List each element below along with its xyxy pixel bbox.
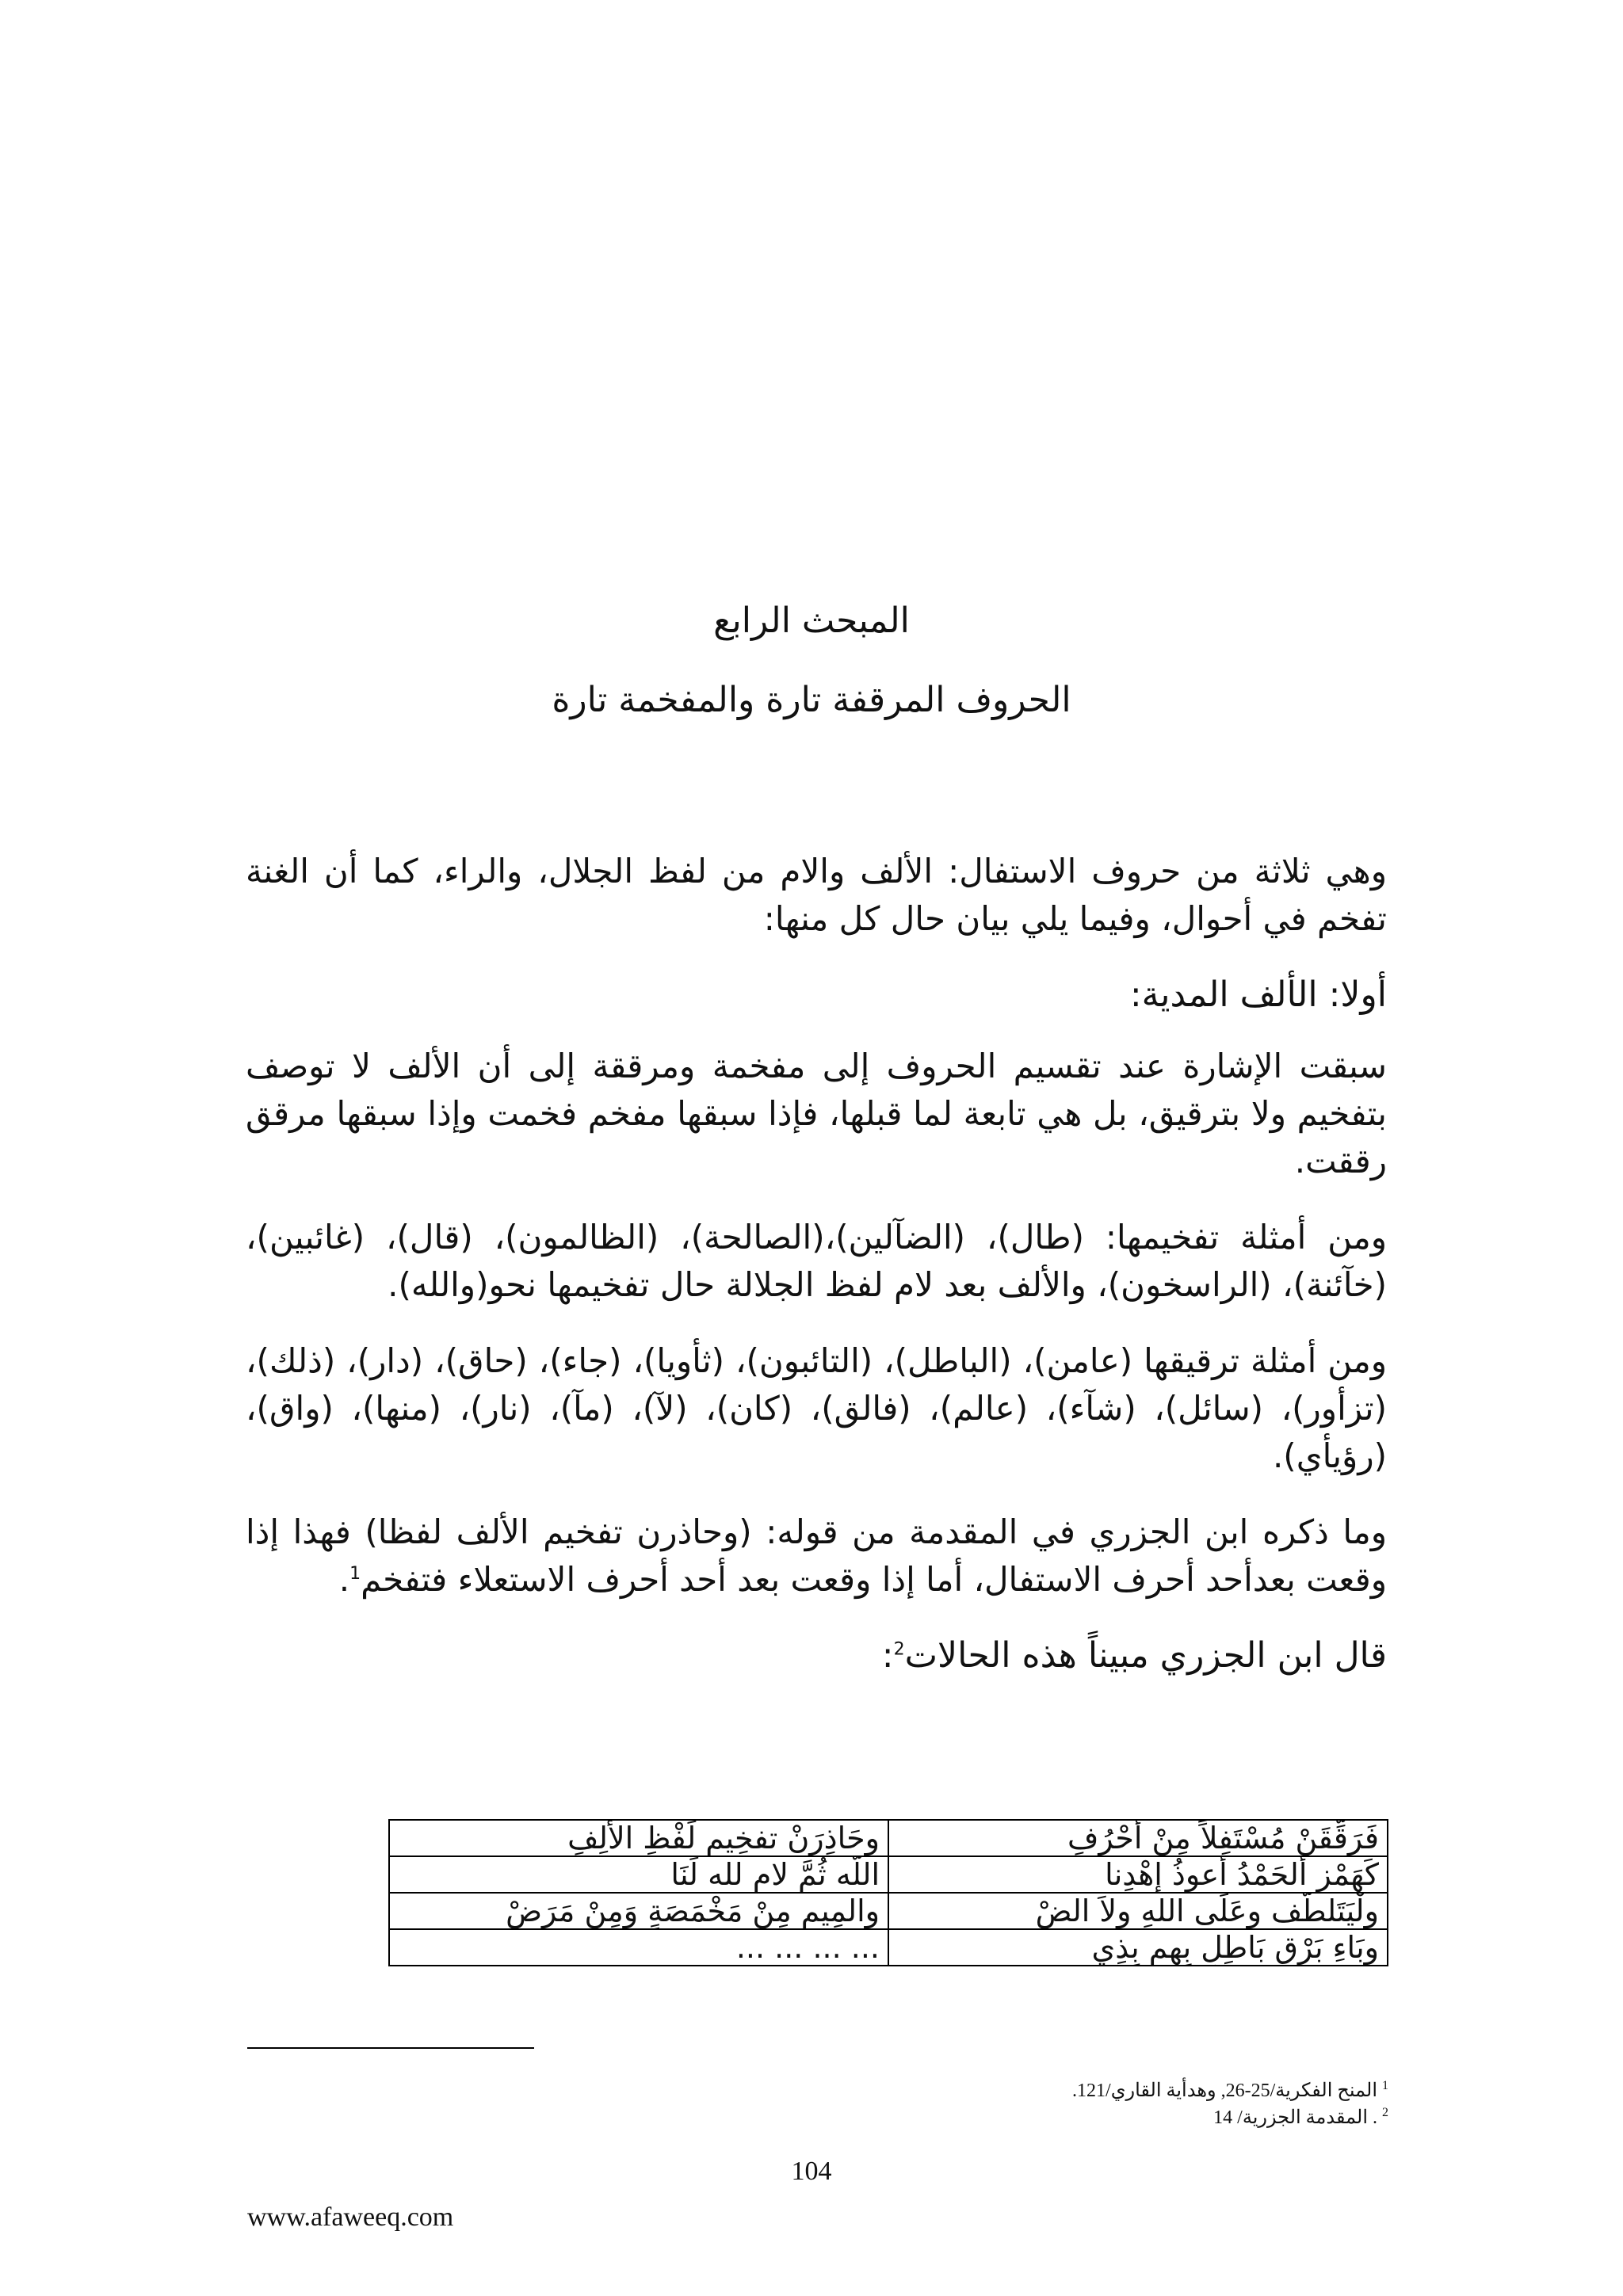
table-row	[389, 1893, 1388, 1929]
section-heading: المبحث الرابع	[713, 601, 910, 641]
tarqiq-examples-paragraph: ومن أمثلة ترقيقها (عامن)، (الباطل)، (التائبون)، (ثأويا)، (جاء)، (حاق)، (دار)، (ذلك)، (تزأور)، (سائل)، (شآء)، (عالم)، (فالق)، (كان)، (لآ)، (مآ)، (نار)، (منها)، (واق)، (رؤيأي).	[246, 1341, 1387, 1475]
alif-subheading: أولا: الألف المدية:	[1129, 974, 1387, 1015]
table-row	[389, 1856, 1388, 1893]
footnote-ref-2: 2	[893, 1639, 905, 1660]
verse-second-hemistich: وحَاذِرَنْ تفخِيم لَفْظِ الألِفِ	[389, 1820, 888, 1856]
footnote-text: المنح الفكرية/25-26, وهدأية القاري/121.	[1072, 2081, 1377, 2101]
table-row	[389, 1929, 1388, 1966]
jazari-intro-paragraph	[246, 1632, 1387, 1680]
jazari-quote-paragraph	[246, 1508, 1387, 1604]
footnote-2	[1213, 2106, 1388, 2130]
verses-table	[388, 1819, 1388, 1966]
jazari-quote-text: وما ذكره ابن الجزري في المقدمة من قوله: (وحاذرن تفخيم الألف لفظا) فهذا إذا وقعت بعدأحد أحرف الاستفال، أما إذا وقعت بعد أحد أحرف الاستعلاء فتفخم	[246, 1512, 1387, 1599]
verse-first-hemistich: كَهَمْزِ ألحَمْدُ أَعوذُ إهْدِنا	[888, 1856, 1388, 1893]
verse-first-hemistich: وبَاءِ بَرْقٍ بَاطِلٍ بِهِم بِذِي	[888, 1929, 1388, 1966]
footnote-number: 2	[1382, 2106, 1388, 2119]
footnote-1	[1072, 2079, 1388, 2103]
footnote-ref-1: 1	[349, 1564, 361, 1584]
jazari-intro-end: :	[881, 1635, 894, 1676]
footnote-divider	[247, 2047, 534, 2049]
page-number: 104	[791, 2157, 832, 2186]
jazari-quote-end: .	[338, 1560, 350, 1599]
website-link[interactable]: www.afaweeq.com	[247, 2203, 454, 2232]
section-title: الحروف المرقفة تارة والمفخمة تارة	[552, 680, 1071, 720]
tafkhim-examples-paragraph: ومن أمثلة تفخيمها: (طال)، (الضآلين)،(الصالحة)، (الظالمون)، (قال)، (غائبين)، (خآئنة)، (الراسخون)، والألف بعد لام لفظ الجلالة حال تفخيمها نحو(والله).	[246, 1218, 1387, 1304]
alif-rule-paragraph: سبقت الإشارة عند تقسيم الحروف إلى مفخمة ومرققة إلى أن الألف لا توصف بتفخيم ولا بترقيق، بل هي تابعة لما قبلها، فإذا سبقها مفخم فخمت وإذا سبقها مرقق رققت.	[246, 1047, 1387, 1180]
body-text	[246, 848, 1387, 1703]
verse-second-hemistich: ... ... ... ...	[389, 1929, 888, 1966]
footnote-text: . المقدمة الجزرية/ 14	[1213, 2107, 1377, 2128]
footnote-number: 1	[1382, 2079, 1388, 2092]
verse-second-hemistich: والمِيم مِنْ مَخْمَصَةٍ وَمِنْ مَرَضْ	[389, 1893, 888, 1929]
verse-first-hemistich: فَرَقِّقَنْ مُسْتَفِلاً مِنْ أَحْرُفِ	[888, 1820, 1388, 1856]
verse-second-hemistich: اللَّه ثُمَّ لام لله لَنَا	[389, 1856, 888, 1893]
intro-paragraph: وهي ثلاثة من حروف الاستفال: الألف والام من لفظ الجلال، والراء، كما أن الغنة تفخم في أحوال، وفيما يلي بيان حال كل منها:	[246, 852, 1387, 938]
table-row	[389, 1820, 1388, 1856]
verse-first-hemistich: ولْيَتَلطَّف وعَلَى اللهِ ولاَ الضْ	[888, 1893, 1388, 1929]
jazari-intro-text: قال ابن الجزري مبيناً هذه الحالات	[904, 1635, 1387, 1676]
